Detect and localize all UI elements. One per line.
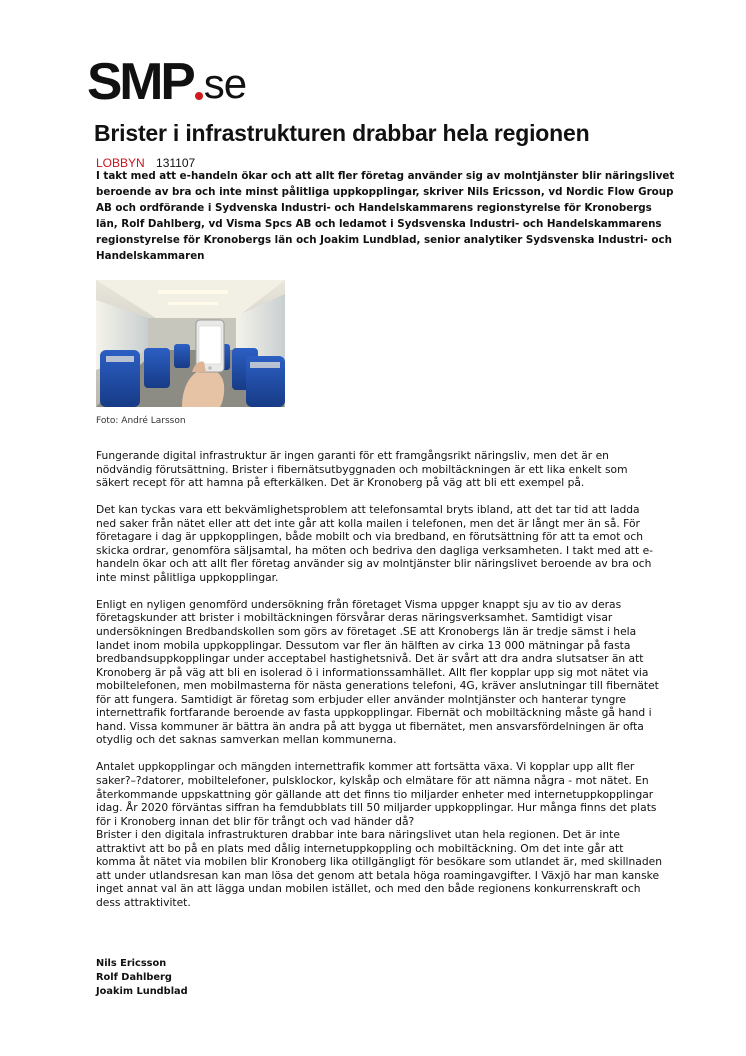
- signer-name: Rolf Dahlberg: [96, 972, 172, 983]
- logo-suffix-text: se: [203, 60, 247, 107]
- section-label: LOBBYN: [96, 156, 145, 170]
- smp-logo: [86, 52, 247, 111]
- train-interior-photo: [96, 280, 285, 407]
- body-paragraph: Fungerande digital infrastruktur är ingen garanti för ett framgångsrikt näringsliv, men det är en nödvändig förutsättning. Brister i fibernätsutbyggnaden och mobiltäckningen är ett lika enkelt som säkert recept för att hamna på efterkälken. Det är Kronoberg på väg att bli ett exempel på.: [96, 449, 628, 490]
- body-paragraph: Det kan tyckas vara ett bekvämlighetsproblem att telefonsamtal bryts ibland, att det tar tid att ladda ned saker från nätet eller att det inte går att kolla mailen i telefonen, men det är långt mer än så. För företagare i dag är uppkopplingen, både mobilt och via bredband, en förutsättning för att ta emot och skicka ordrar, genomföra säljsamtal, ha möten och bedriva den dagliga verksamheten. I takt med att e-handeln ökar och att allt fler företag använder sig av molntjänster blir näringslivet beroende av bra och inte minst pålitliga uppkopplingar.: [96, 503, 653, 584]
- article-signers: [96, 957, 188, 999]
- body-paragraph: Antalet uppkopplingar och mängden internettrafik kommer att fortsätta växa. Vi kopplar upp allt fler saker?–?datorer, mobiltelefoner, pulsklockor, kylskåp och elmätare för att nämna några - mot nätet. En återkommande uppskattning gör gällande att det finns tio miljarder enheter med internetuppkopplingar idag. År 2020 förväntas siffran ha femdubblats till 50 miljarder uppkopplingar. Hur många finns det plats för i Kronoberg innan det blir för trångt och vad händer då?: [96, 760, 657, 828]
- photo-caption: Foto: André Larsson: [96, 416, 186, 426]
- logo-dot: [195, 92, 203, 100]
- article-lead: I takt med att e-handeln ökar och att allt fler företag använder sig av molntjänster blir näringslivet beroende av bra och inte minst pålitliga uppkopplingar, skriver Nils Ericsson, vd Nordic Flow Group AB och ordförande i Sydvenska Industri- och Handelskammarens regionstyrelse för Kronobergs län, Rolf Dahlberg, vd Visma Spcs AB och ledamot i Sydsvenska Industri- och Handelskammarens regionstyrelse för Kronobergs län och Joakim Lundblad, senior analytiker Sydsvenska Industri- och Handelskammaren: [96, 170, 675, 262]
- signer-name: Joakim Lundblad: [96, 986, 188, 997]
- signer-name: Nils Ericsson: [96, 958, 167, 969]
- body-paragraph: Enligt en nyligen genomförd undersökning från företaget Visma uppger knappt sju av tio av deras företagskunder att brister i mobiltäckningen försvårar deras näringsverksamhet. Samtidigt visar undersökningen Bredbandskollen som görs av företaget .SE att Kronobergs län är tredje sämst i hela landet inom mobila uppkopplingar. Dessutom var fler än hälften av cirka 13 000 mätningar på fasta bredbandsuppkopplingar under acceptabel hastighetsnivå. Det är svårt att dra andra slutsatser än att Kronoberg är på väg att bli en isolerad ö i informationssamhället. Allt fler kopplar upp sig mot nätet via mobiltelefonen, men mobilmasterna för nästa generations telefoni, 4G, kräver anslutningar till fibernätet för att fungera. Samtidigt är företag som erbjuder eller använder molntjänster och hanterar tyngre internettrafik fortfarande beroende av fasta uppkopplingar. Fibernät och mobiltäckning måste gå hand i hand. Vissa kommuner är bättra än andra på att bygga ut fibernätet, men ansvarsfördelningen är ofta otydlig och det saknas samverkan mellan kommunerna.: [96, 597, 659, 747]
- logo-main-text: SMP: [86, 53, 193, 111]
- body-paragraph: Brister i den digitala infrastrukturen drabbar inte bara näringslivet utan hela regionen. Det är inte attraktivt att bo på en plats med dålig internetuppkoppling och mobiltäckning. Om det inte går att komma åt nätet via mobilen blir Kronoberg lika otillgängligt för besökare som utlandet är, med skillnaden att under utlandsresan kan man lösa det genom att betala höga roamingavgifter. I Växjö har man kanske inget annat val än att lägga undan mobilen istället, och med den både regionens konkurrenskraft och dess attraktivitet.: [96, 828, 662, 909]
- publish-date: 131107: [156, 156, 196, 170]
- article-photo: [96, 280, 285, 407]
- article-headline: Brister i infrastrukturen drabbar hela regionen: [94, 120, 590, 146]
- article-body: [96, 449, 662, 923]
